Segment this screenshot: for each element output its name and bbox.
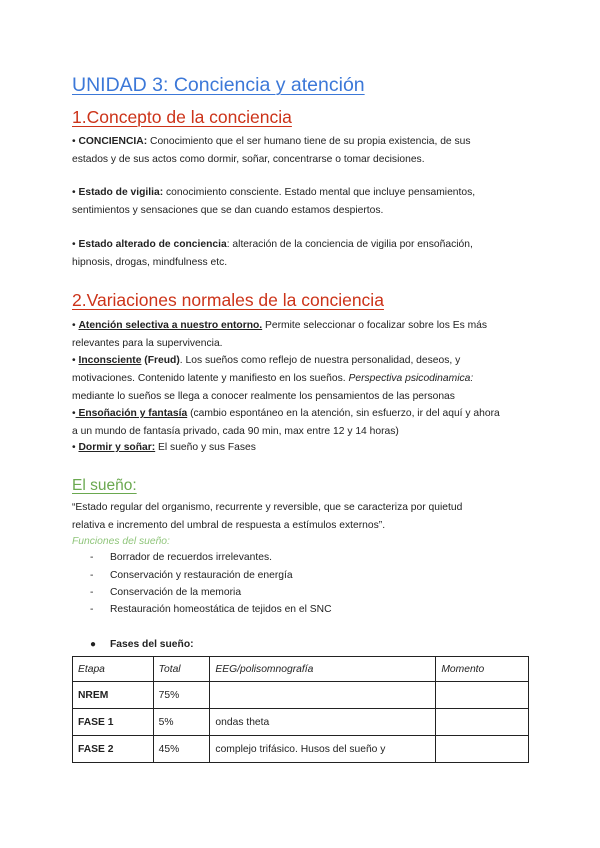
- table-row: [73, 682, 529, 709]
- phases-label: Fases del sueño:: [110, 639, 194, 650]
- table-cell: complejo trifásico. Husos del sueño y: [210, 736, 436, 763]
- sleep-phases-table: [72, 656, 529, 763]
- sueno-definition: “Estado regular del organismo, recurrente y reversible, que se caracteriza por quietud relativa e incremento del umbral de respuesta a estímulos externos”.: [72, 502, 463, 531]
- ensonacion-item: • Ensoñación y fantasía (cambio espontáneo en la atención, sin esfuerzo, ir del aquí y ahora a un mundo de fantasía privado, cada 90 min, max entre 12 y 14 horas): [72, 408, 500, 437]
- list-item: Conservación de la memoria: [110, 587, 242, 598]
- list-dash: -: [90, 587, 94, 598]
- list-item: Borrador de recuerdos irrelevantes.: [110, 552, 272, 563]
- header-cell: Momento: [436, 657, 529, 682]
- dormir-term: Dormir y soñar:: [78, 442, 156, 453]
- table-cell: FASE 1: [73, 709, 154, 736]
- table-cell: NREM: [73, 682, 154, 709]
- list-dash: -: [90, 604, 94, 615]
- functions-label: Funciones del sueño:: [72, 536, 170, 547]
- list-dash: -: [90, 570, 94, 581]
- atencion-term: Atención selectiva a nuestro entorno.: [78, 320, 263, 331]
- conciencia-term: CONCIENCIA:: [78, 136, 148, 147]
- table-cell: [436, 736, 529, 763]
- alterado-item: • Estado alterado de conciencia: alteración de la conciencia de vigilia por ensoñación, hipnosis, drogas, mindfulness etc.: [72, 239, 473, 268]
- table-row: [73, 709, 529, 736]
- page-title: UNIDAD 3: Conciencia y atención: [72, 74, 365, 96]
- dormir-item: • Dormir y soñar: El sueño y sus Fases: [72, 442, 256, 453]
- atencion-item: • Atención selectiva a nuestro entorno. Permite seleccionar o focalizar sobre los Es más relevantes para la supervivencia.: [72, 320, 488, 349]
- table-row: [73, 736, 529, 763]
- header-cell: EEG/polisomnografía: [210, 657, 436, 682]
- vigilia-item: • Estado de vigilia: conocimiento consciente. Estado mental que incluye pensamientos, sentimientos y sensaciones que se dan cuando estamos despiertos.: [72, 187, 476, 216]
- table-cell: FASE 2: [73, 736, 154, 763]
- table-cell: [436, 682, 529, 709]
- table-cell: [436, 709, 529, 736]
- vigilia-term: Estado de vigilia:: [78, 187, 164, 198]
- list-item: Conservación y restauración de energía: [110, 570, 293, 581]
- inconsciente-term: Inconsciente: [78, 355, 142, 366]
- conciencia-item: • CONCIENCIA: Conocimiento que el ser humano tiene de su propia existencia, de sus estados y de sus actos como dormir, soñar, concentrarse o tomar decisiones.: [72, 136, 471, 165]
- table-cell: 75%: [153, 682, 210, 709]
- list-item: Restauración homeostática de tejidos en el SNC: [110, 604, 332, 615]
- table-cell: [210, 682, 436, 709]
- header-cell: Etapa: [73, 657, 154, 682]
- ensonacion-term: Ensoñación y fantasía: [75, 408, 188, 419]
- bullet-icon: ●: [90, 639, 97, 650]
- table-cell: ondas theta: [210, 709, 436, 736]
- table-cell: 45%: [153, 736, 210, 763]
- inconsciente-item: • Inconsciente (Freud). Los sueños como reflejo de nuestra personalidad, deseos, y motivaciones. Contenido latente y manifiesto en los sueños. Perspectiva psicodinamica: mediante lo sueños se llega a conocer realmente los pensamientos de las personas: [72, 355, 474, 402]
- table-header-row: [73, 657, 529, 682]
- section1-heading: 1.Concepto de la conciencia: [72, 107, 292, 127]
- list-dash: -: [90, 552, 94, 563]
- table-cell: 5%: [153, 709, 210, 736]
- alterado-term: Estado alterado de conciencia: [78, 239, 227, 250]
- sueno-heading: El sueño:: [72, 477, 137, 494]
- header-cell: Total: [153, 657, 210, 682]
- section2-heading: 2.Variaciones normales de la conciencia: [72, 290, 384, 310]
